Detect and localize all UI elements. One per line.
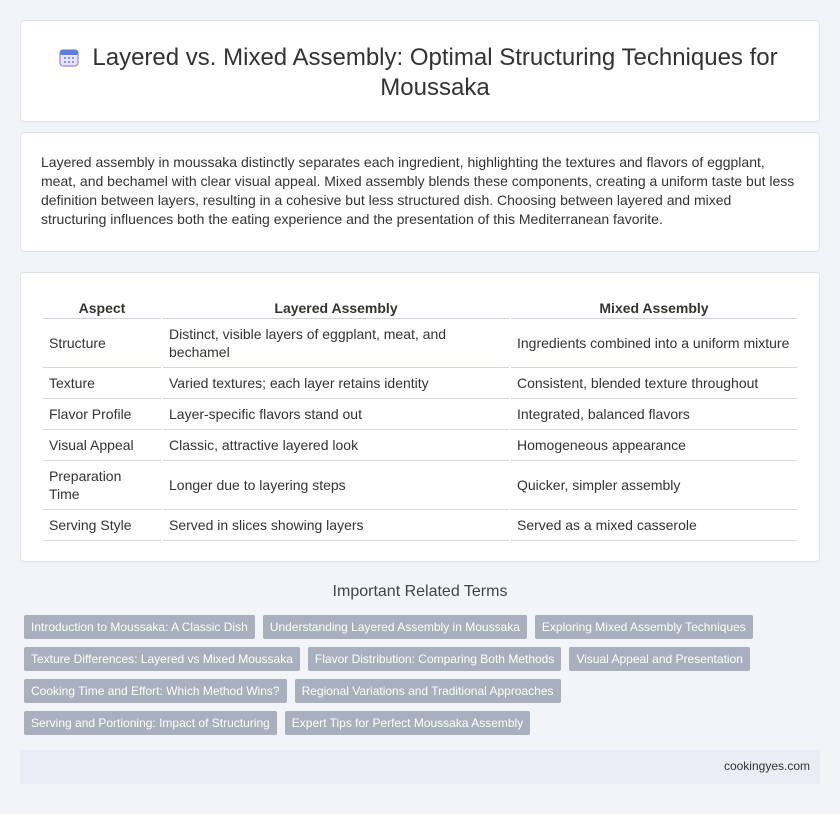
table-row [43,368,797,399]
related-term-tag[interactable]: Serving and Portioning: Impact of Structuring [24,711,277,735]
related-terms-list [24,615,804,743]
table-row [43,461,797,510]
row-aspect: Flavor Profile [43,399,161,430]
table-row [43,399,797,430]
related-term-tag[interactable]: Visual Appeal and Presentation [569,647,750,671]
header-layered: Layered Assembly [163,297,509,319]
header-mixed: Mixed Assembly [511,297,797,319]
row-layered: Classic, attractive layered look [163,430,509,461]
table-row [43,510,797,541]
row-layered: Layer-specific flavors stand out [163,399,509,430]
row-aspect: Texture [43,368,161,399]
footer-site-link[interactable]: cookingyes.com [723,759,810,773]
row-layered: Varied textures; each layer retains identity [163,368,509,399]
related-term-tag[interactable]: Exploring Mixed Assembly Techniques [535,615,753,639]
row-mixed: Quicker, simpler assembly [511,461,797,510]
page-title: Layered vs. Mixed Assembly: Optimal Structuring Techniques for Moussaka [92,44,778,101]
related-term-tag[interactable]: Regional Variations and Traditional Approaches [295,679,561,703]
comparison-card [20,272,820,562]
row-mixed: Ingredients combined into a uniform mixture [511,319,797,368]
related-terms-title: Important Related Terms [332,583,508,600]
header-aspect: Aspect [43,297,161,319]
header-card [20,20,820,122]
row-aspect: Structure [43,319,161,368]
table-header-row [43,297,797,319]
intro-text: Layered assembly in moussaka distinctly separates each ingredient, highlighting the textures and flavors of eggplant, meat, and bechamel with clear visual appeal. Mixed assembly blends these components, creating a uniform taste but less definition between layers, resulting in a cohesive but less structured dish. Choosing between layered and mixed structuring influences both the eating experience and the presentation of this Mediterranean favorite. [41,154,795,227]
related-term-tag[interactable]: Cooking Time and Effort: Which Method Wins? [24,679,287,703]
row-mixed: Served as a mixed casserole [511,510,797,541]
related-term-tag[interactable]: Introduction to Moussaka: A Classic Dish [24,615,255,639]
comparison-table [41,297,799,541]
related-term-tag[interactable]: Understanding Layered Assembly in Moussaka [263,615,527,639]
row-mixed: Consistent, blended texture throughout [511,368,797,399]
row-aspect: Serving Style [43,510,161,541]
row-layered: Served in slices showing layers [163,510,509,541]
row-aspect: Visual Appeal [43,430,161,461]
table-row [43,430,797,461]
row-mixed: Integrated, balanced flavors [511,399,797,430]
related-term-tag[interactable]: Texture Differences: Layered vs Mixed Moussaka [24,647,300,671]
table-row [43,319,797,368]
related-term-tag[interactable]: Flavor Distribution: Comparing Both Methods [308,647,561,671]
row-layered: Longer due to layering steps [163,461,509,510]
footer [20,750,820,784]
intro-card [20,132,820,252]
row-aspect: Preparation Time [43,461,161,510]
row-layered: Distinct, visible layers of eggplant, meat, and bechamel [163,319,509,368]
related-term-tag[interactable]: Expert Tips for Perfect Moussaka Assembly [285,711,530,735]
row-mixed: Homogeneous appearance [511,430,797,461]
